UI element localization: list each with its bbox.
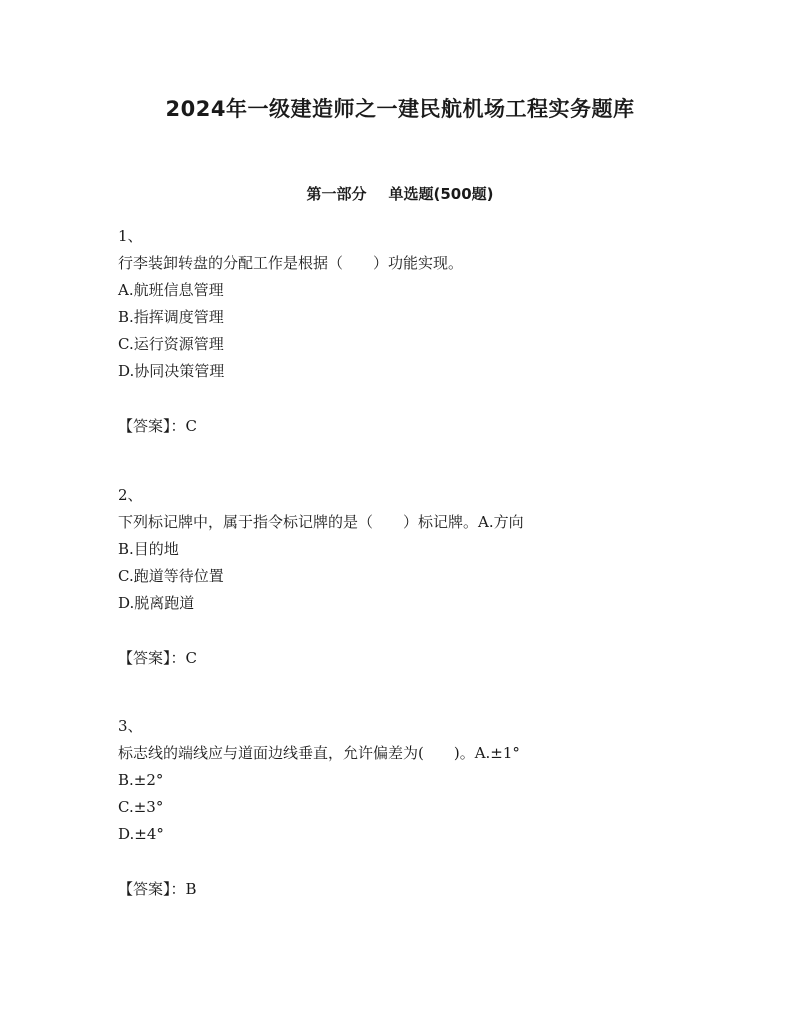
option-b: B.目的地: [118, 540, 179, 558]
option-d: D.±4°: [118, 825, 164, 843]
question-2: [118, 482, 718, 617]
option-d: D.脱离跑道: [118, 594, 195, 612]
option-b: B.指挥调度管理: [118, 308, 224, 326]
answer-label: 【答案】：: [118, 880, 186, 898]
answer-label: 【答案】：: [118, 417, 186, 435]
option-a: A.航班信息管理: [118, 281, 224, 299]
answer-1: [118, 413, 197, 440]
question-3: [118, 713, 718, 848]
answer-3: [118, 876, 197, 903]
answer-2: [118, 645, 197, 672]
page-title: 2024年一级建造师之一建民航机场工程实务题库: [165, 97, 635, 121]
section-part: 第一部分: [306, 185, 367, 203]
question-number: 3、: [118, 717, 143, 735]
question-number: 1、: [118, 227, 143, 245]
answer-value: C: [185, 417, 197, 435]
question-stem: 标志线的端线应与道面边线垂直，允许偏差为( )。A.±1°: [118, 744, 520, 762]
section-heading: [0, 182, 800, 206]
section-name: 单选题(500题): [388, 185, 494, 203]
answer-value: C: [185, 649, 197, 667]
answer-label: 【答案】：: [118, 649, 186, 667]
option-c: C.运行资源管理: [118, 335, 224, 353]
option-d: D.协同决策管理: [118, 362, 225, 380]
option-c: C.跑道等待位置: [118, 567, 224, 585]
answer-value: B: [185, 880, 197, 898]
option-c: C.±3°: [118, 798, 164, 816]
question-stem: 下列标记牌中，属于指令标记牌的是（ ）标记牌。A.方向: [118, 513, 524, 531]
question-stem: 行李装卸转盘的分配工作是根据（ ）功能实现。: [118, 254, 464, 272]
question-1: [118, 223, 718, 385]
option-b: B.±2°: [118, 771, 164, 789]
question-number: 2、: [118, 486, 143, 504]
